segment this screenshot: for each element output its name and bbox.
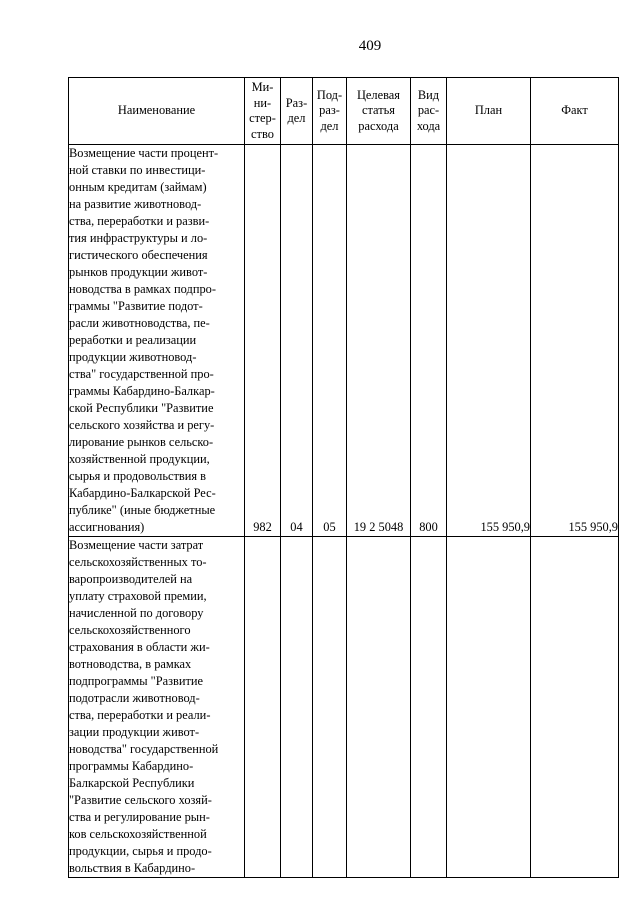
row-subsection-cell: 05 (313, 145, 347, 537)
row-name-cell: Возмещение части затрат сельскохозяйственных то- варопроизводителей на уплату страховой премии, начисленной по договору сельскохозяйственного страхования в области жи- вотноводства, в рамках подпрограммы "Развитие подотрасли животновод- ства, переработки и реали- зации продукции живот- новодства" государственной программы Кабардино- Балкарской Республики "Развитие сельского хозяй- ства и регулирование рын- ков сельскохозяйственной продукции, сырья и продо- вольствия в Кабардино- (69, 537, 245, 878)
table-row (69, 145, 619, 537)
row-ministry-cell: 982 (245, 145, 281, 537)
row-fact-cell (531, 537, 619, 878)
row-plan-cell (447, 537, 531, 878)
header-fact: Факт (531, 78, 619, 145)
header-target-article: Целевая статья расхода (347, 78, 411, 145)
row-name-cell: Возмещение части процент- ной ставки по инвестици- онным кредитам (займам) на развитие животновод- ства, переработки и разви- тия инфраструктуры и ло- гистического обеспечения рынков продукции живот- новодства в рамках подпро- граммы "Развитие подот- расли животноводства, пе- реработки и реализации продукции животновод- ства" государственной про- граммы Кабардино-Балкар- ской Республики "Развитие сельского хозяйства и регу- лирование рынков сельско- хозяйственной продукции, сырья и продовольствия в Кабардино-Балкарской Рес- публике" (иные бюджетные ассигнования) (69, 145, 245, 537)
row-section-cell: 04 (281, 145, 313, 537)
row-target-article-cell (347, 537, 411, 878)
row-expense-type-cell (411, 537, 447, 878)
budget-table (68, 77, 619, 878)
page-number: 409 (358, 38, 382, 54)
row-ministry-cell (245, 537, 281, 878)
row-section-cell (281, 537, 313, 878)
header-name: Наименование (69, 78, 245, 145)
row-subsection-cell (313, 537, 347, 878)
header-ministry: Ми- ни- стер- ство (245, 78, 281, 145)
table-row (69, 537, 619, 878)
header-plan: План (447, 78, 531, 145)
header-expense-type: Вид рас- хода (411, 78, 447, 145)
table-header-row (69, 78, 619, 145)
header-section: Раз- дел (281, 78, 313, 145)
header-subsection: Под- раз- дел (313, 78, 347, 145)
row-expense-type-cell: 800 (411, 145, 447, 537)
row-target-article-cell: 19 2 5048 (347, 145, 411, 537)
row-plan-cell: 155 950,9 (447, 145, 531, 537)
row-fact-cell: 155 950,9 (531, 145, 619, 537)
